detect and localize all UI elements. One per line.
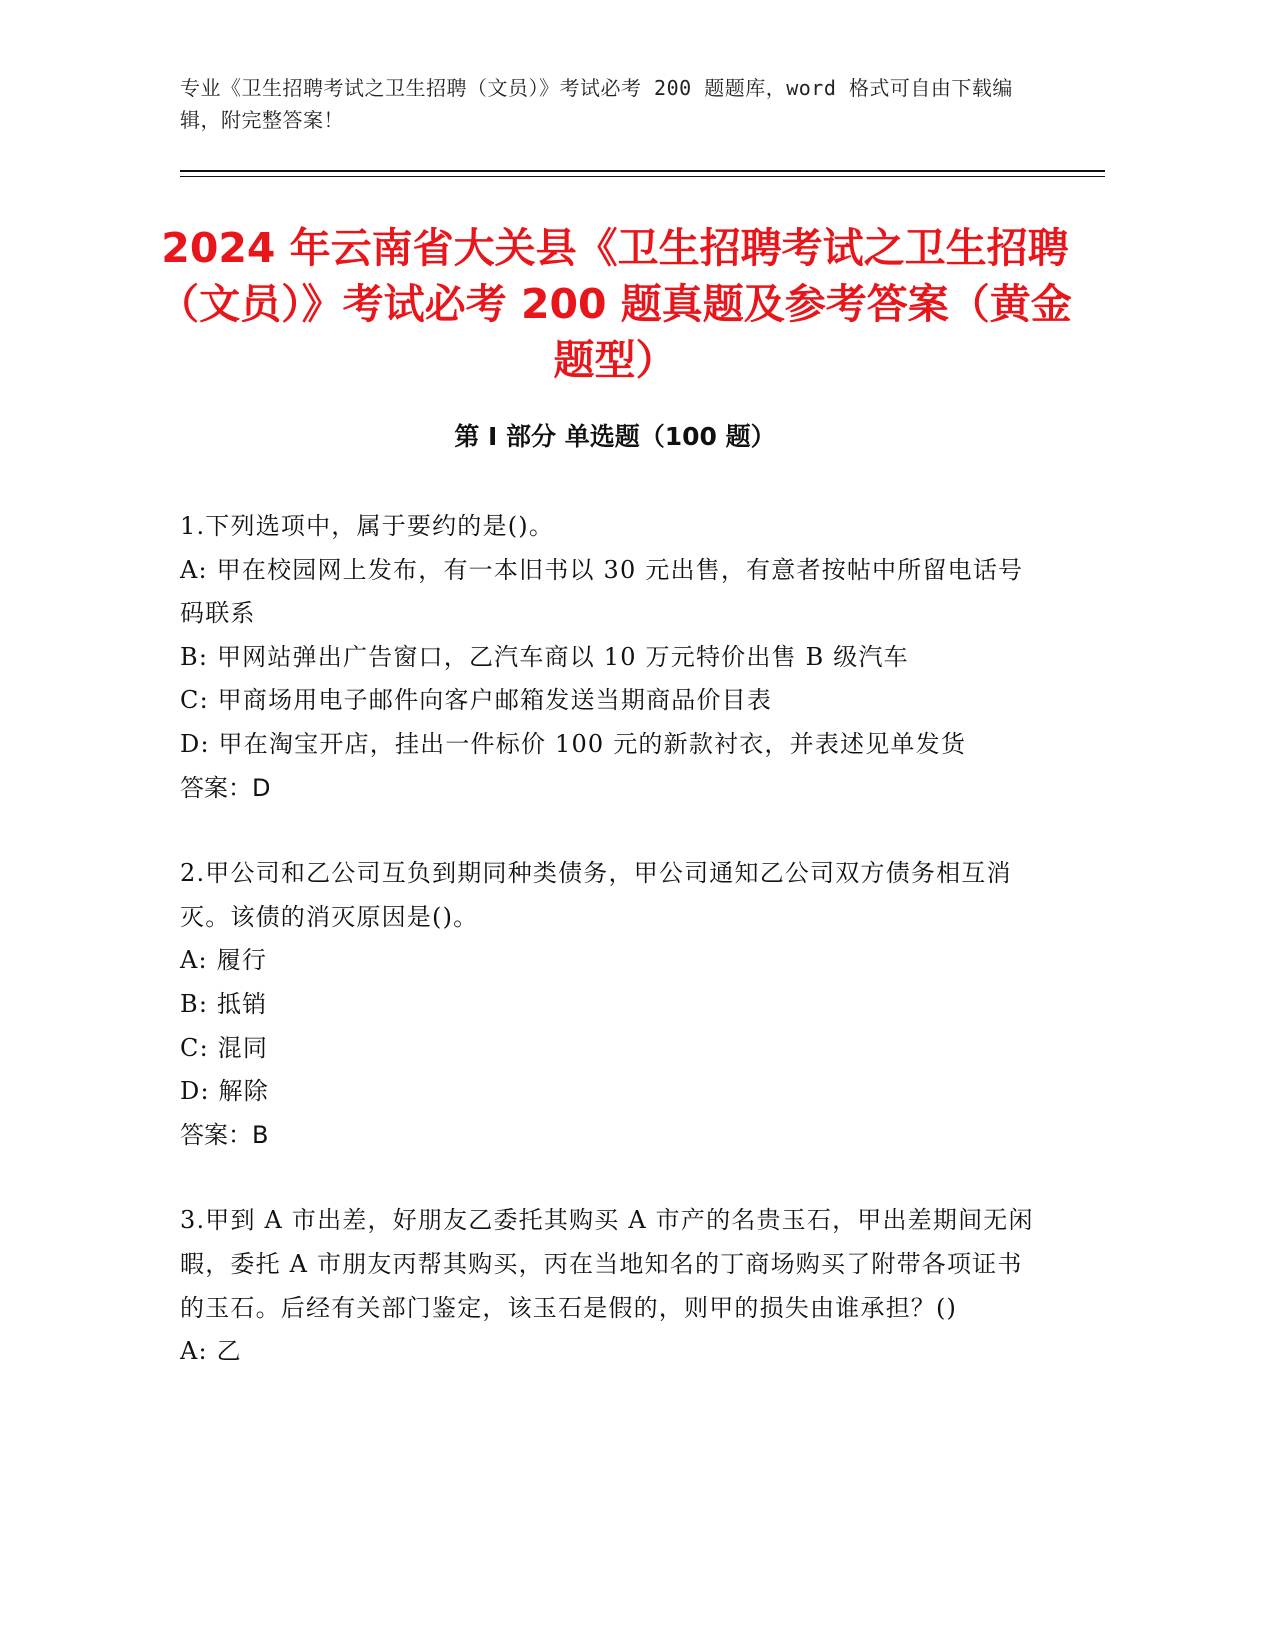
- question-stem: 1.下列选项中，属于要约的是()。: [180, 512, 555, 540]
- question-stem: 2.甲公司和乙公司互负到期同种类债务，甲公司通知乙公司双方债务相互消灭。该债的消灭原因是()。: [180, 859, 1012, 931]
- document-title: 2024 年云南省大关县《卫生招聘考试之卫生招聘（文员）》考试必考 200 题真题及参考答案（黄金题型）: [158, 224, 1072, 384]
- header-divider: [180, 170, 1105, 172]
- option-c: C: 甲商场用电子邮件向客户邮箱发送当期商品价目表: [180, 686, 773, 715]
- question-2: [180, 852, 1040, 1157]
- question-stem: 3.甲到 A 市出差，好朋友乙委托其购买 A 市产的名贵玉石，甲出差期间无闲暇，委托 A 市朋友丙帮其购买，丙在当地知名的丁商场购买了附带各项证书的玉石。后经有关部门鉴定，该玉石是假的，则甲的损失由谁承担？(): [180, 1206, 1034, 1322]
- answer: 答案：D: [180, 773, 271, 802]
- option-a: A: 乙: [180, 1337, 242, 1366]
- header-divider-thin: [180, 176, 1105, 177]
- question-list: [180, 505, 1040, 1416]
- option-b: B: 甲网站弹出广告窗口，乙汽车商以 10 万元特价出售 B 级汽车: [180, 642, 909, 671]
- answer: 答案：B: [180, 1120, 269, 1149]
- section-title: 第 I 部分 单选题（100 题）: [454, 422, 776, 451]
- option-d: D: 甲在淘宝开店，挂出一件标价 100 元的新款衬衣，并表述见单发货: [180, 729, 967, 758]
- option-d: D: 解除: [180, 1077, 269, 1106]
- question-1: [180, 505, 1040, 810]
- option-a: A: 履行: [180, 946, 268, 975]
- option-a: A: 甲在校园网上发布，有一本旧书以 30 元出售，有意者按帖中所留电话号码联系: [180, 555, 1024, 628]
- option-c: C: 混同: [180, 1033, 269, 1062]
- question-3: [180, 1199, 1040, 1373]
- option-b: B: 抵销: [180, 989, 268, 1018]
- header-note: 专业《卫生招聘考试之卫生招聘（文员）》考试必考 200 题题库，word 格式可自由下载编辑，附完整答案！: [180, 76, 1013, 132]
